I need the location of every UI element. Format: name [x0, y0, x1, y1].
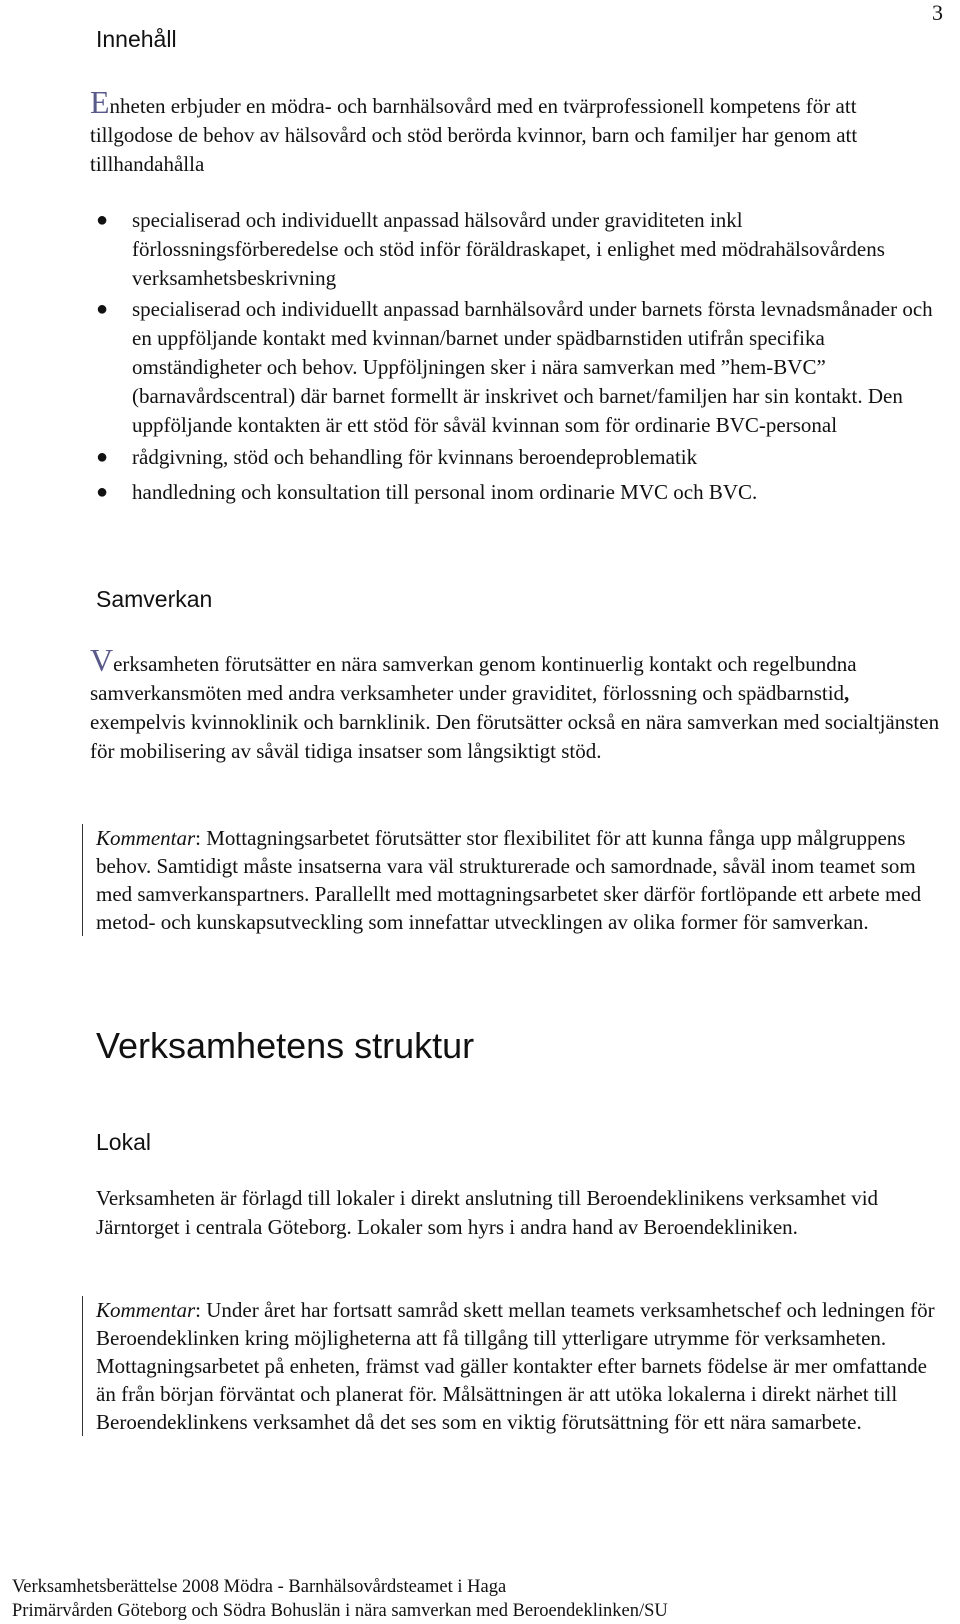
samverkan-text-2: exempelvis kvinnoklinik och barnklinik. Den förutsätter också en nära samverkan med socialtjänsten för mobilisering av såväl tidiga insatser som långsiktigt stöd. [90, 710, 940, 763]
list-item-text: rådgivning, stöd och behandling för kvinnans beroendeproblematik [132, 445, 698, 469]
list-item-text: specialiserad och individuellt anpassad hälsovård under graviditeten inkl förlossningsförberedelse och stöd inför föräldraskapet, i enlighet med mödrahälsovårdens verksamhetsbeskrivning [132, 208, 885, 290]
list-item-text: handledning och konsultation till personal inom ordinarie MVC och BVC. [132, 480, 758, 504]
list-item [90, 478, 940, 507]
heading-struktur: Verksamhetens struktur [96, 1025, 475, 1066]
intro-paragraph [90, 84, 940, 179]
footer-line-1: Verksamhetsberättelse 2008 Mödra - Barnhälsovårdsteamet i Haga [12, 1577, 507, 1597]
services-list [90, 206, 940, 507]
bullet-icon: ● [96, 209, 109, 231]
comment-text: : Under året har fortsatt samråd skett mellan teamets verksamhetschef och ledningen för Beroendeklinken kring möjligheterna att få tillgång till ytterligare utrymme för verksamheten. Mottagningsarbetet på enheten, främst vad gäller kontakter efter barnets födelse är mer omfattande än från början förväntat och planerat för. Målsättningen är att utöka lokalerna i direkt närhet till Beroendeklinkens verksamhet då det ses som en viktig förutsättning för ett nära samarbete. [96, 1298, 935, 1434]
heading-lokal: Lokal [96, 1129, 151, 1155]
samverkan-paragraph [90, 642, 940, 766]
footer-line-2: Primärvården Göteborg och Södra Bohuslän i nära samverkan med Beroendeklinken/SU [12, 1601, 668, 1621]
dropcap-v: V [90, 642, 114, 678]
lokal-comment [82, 1296, 948, 1436]
bullet-icon: ● [96, 481, 109, 503]
comment-label: Kommentar [96, 1298, 196, 1322]
comment-text: : Mottagningsarbetet förutsätter stor flexibilitet för att kunna fånga upp målgruppens behov. Samtidigt måste insatserna vara väl strukturerade och samordnade, såväl inom teamet som med samverkanspartners. Parallellt med mottagningsarbetet sker därför fortlöpande ett arbete med metod- och kunskapsutveckling som innefattar utvecklingen av olika former för samverkan. [96, 826, 922, 934]
comment-label: Kommentar [96, 826, 196, 850]
bullet-icon: ● [96, 446, 109, 468]
page-number: 3 [932, 0, 943, 25]
list-item-text: specialiserad och individuellt anpassad barnhälsovård under barnets första levnadsmånader och en uppföljande kontakt med kvinnan/barnet under spädbarnstiden utifrån specifika omständigheter och behov. Uppföljningen sker i nära samverkan med ”hem-BVC” (barnavårdscentral) där barnet formellt är inskrivet och barnet/familjen har sin kontakt. Den uppföljande kontakten är ett stöd för såväl kvinnan som för ordinarie BVC-personal [132, 297, 933, 437]
heading-samverkan: Samverkan [96, 586, 213, 612]
samverkan-text-bold: , [844, 681, 850, 705]
list-item [90, 443, 940, 472]
lokal-paragraph: Verksamheten är förlagd till lokaler i direkt anslutning till Beroendeklinikens verksamhet vid Järntorget i centrala Göteborg. Lokaler som hyrs i andra hand av Beroendekliniken. [96, 1186, 879, 1239]
list-item [90, 295, 940, 440]
intro-text: nheten erbjuder en mödra- och barnhälsovård med en tvärprofessionell kompetens för att tillgodose de behov av hälsovård och stöd berörda kvinnor, barn och familjer har genom att tillhandahålla [90, 94, 858, 176]
dropcap-e: E [90, 84, 110, 120]
bullet-icon: ● [96, 298, 109, 320]
heading-innehall: Innehåll [96, 26, 177, 52]
samverkan-comment [82, 824, 948, 936]
list-item [90, 206, 940, 293]
samverkan-text-1: erksamheten förutsätter en nära samverkan genom kontinuerlig kontakt och regelbundna samverkansmöten med andra verksamheter under graviditet, förlossning och spädbarnstid [90, 652, 857, 705]
